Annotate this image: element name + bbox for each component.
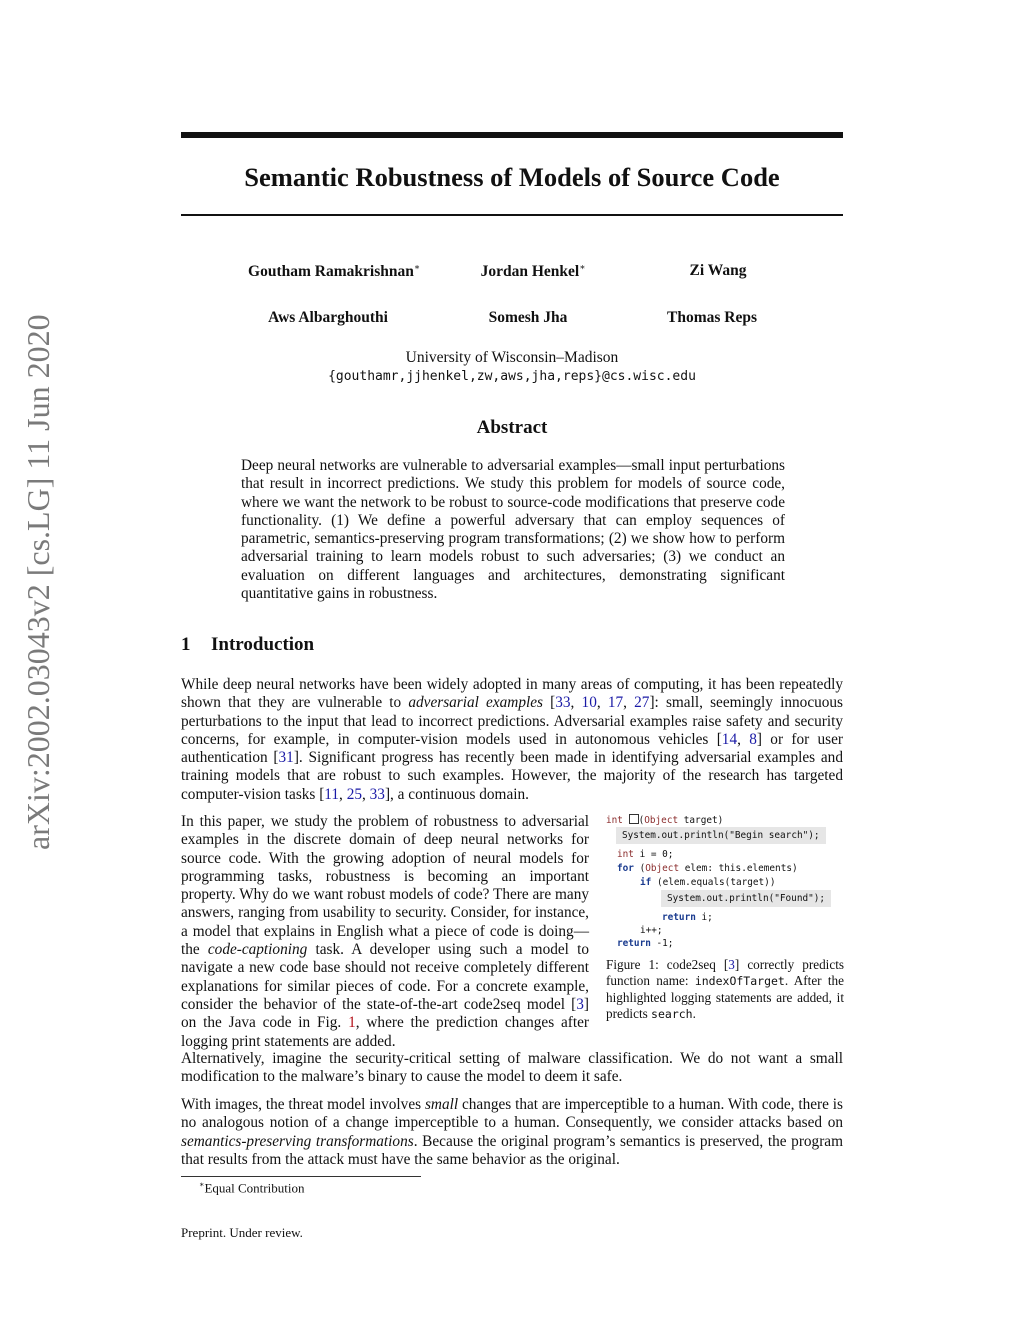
author-emails: {gouthamr,jjhenkel,zw,aws,jha,reps}@cs.wisc.edu: [328, 369, 696, 384]
figure-caption: Figure 1: code2seq [3] correctly predicts function name: indexOfTarget. After the highlighted logging statements are added, it predicts search.: [606, 957, 844, 1022]
citation-link[interactable]: 14: [721, 730, 738, 748]
code-line: if (elem.equals(target)): [640, 877, 776, 888]
citation-link[interactable]: 33: [555, 694, 571, 712]
code-line: int i = 0;: [617, 849, 674, 860]
citation-link[interactable]: 25: [346, 785, 362, 803]
author: Somesh Jha: [488, 309, 568, 326]
author: Zi Wang: [689, 262, 747, 279]
code-line: int (Object target): [606, 815, 724, 826]
section-title: Introduction: [211, 634, 315, 655]
citation-link[interactable]: 11: [324, 785, 340, 803]
code-line: i++;: [640, 925, 663, 936]
code-line: for (Object elem: this.elements): [617, 863, 798, 874]
author: Aws Albarghouthi: [268, 309, 388, 326]
title-rule-bottom: [181, 214, 843, 216]
citation-link[interactable]: 10: [581, 694, 597, 712]
intro-paragraph-2: In this paper, we study the problem of robustness to adversarial examples in the discrete domain of deep neural networks for source code. With the growing adoption of neural models for programming tasks, robustness is becoming an important property. Why do we want robust models of code? There are many answers, ranging from usability to security. Consider, for instance, a model that explains in English what a piece of code is doing—the code-captioning task. A developer using such a model to navigate a new code base should not receive completely different explanations for similar pieces of code. For a concrete example, consider the behavior of the state-of-the-art code2seq model [3] on the Java code in Fig. 1, where the prediction changes after logging print statements are added.: [181, 813, 589, 1050]
title-rule-top: [181, 132, 843, 138]
citation-link[interactable]: 3: [576, 995, 584, 1013]
section-number: 1: [181, 634, 191, 655]
code-line-highlighted: System.out.println("Begin search");: [616, 830, 826, 841]
code-line: return i;: [662, 912, 713, 923]
code-line: return -1;: [617, 938, 674, 949]
intro-paragraph-2-continued: Alternatively, imagine the security-critical setting of malware classification. We do not want a small modification to the malware’s binary to cause the model to deem it safe.: [181, 1050, 843, 1086]
affiliation: University of Wisconsin–Madison: [405, 349, 619, 366]
citation-link[interactable]: 27: [634, 694, 650, 712]
intro-paragraph-3: With images, the threat model involves small changes that are imperceptible to a human. With code, there is no analogous notion of a change imperceptible to a human. Consequently, we consider attacks based on semantics-preserving transformations. Because the original program’s semantics is preserved, the program that results from the attack must have the same behavior as the original.: [181, 1096, 844, 1168]
abstract-heading: Abstract: [476, 417, 548, 438]
section-heading: [181, 634, 314, 656]
footnote-rule: [181, 1176, 421, 1177]
citation-link[interactable]: 3: [728, 957, 735, 972]
placeholder-box-icon: [629, 814, 639, 824]
citation-link[interactable]: 17: [607, 694, 624, 712]
figure-link[interactable]: 1: [348, 1014, 356, 1032]
author: Jordan Henkel∗: [480, 262, 586, 281]
citation-link[interactable]: 31: [278, 749, 294, 767]
abstract-text: Deep neural networks are vulnerable to adversarial examples—small input perturbations that result in incorrect predictions. We study this problem for models of source code, where we want the network to be robust to source-code modifications that preserve code functionality. (1) We define a powerful adversary that can employ sequences of parametric, semantics-preserving program transformations; (2) we show how to perform adversarial training to learn models robust to such adversaries; (3) we conduct an evaluation on different languages and architectures, demonstrating significant quantitative gains in robustness.: [241, 457, 785, 603]
author: Thomas Reps: [666, 309, 757, 326]
code-line-highlighted: System.out.println("Found");: [661, 893, 831, 904]
intro-paragraph-1: While deep neural networks have been widely adopted in many areas of computing, it has been repeatedly shown that they are vulnerable to adversarial examples [33, 10, 17, 27]: small, seemingly innocuous perturbations to the input that lead to incorrect predictions. Adversarial examples raise safety and security concerns, for example, in computer-vision models used in autonomous vehicles [14, 8] or for user authentication [31]. Significant progress has recently been made in identifying adversarial examples and training models that are robust to such examples. However, the majority of the research has targeted computer-vision tasks [11, 25, 33], a continuous domain.: [181, 676, 844, 803]
author: Goutham Ramakrishnan∗: [248, 262, 420, 281]
footnote: ∗Equal Contribution: [199, 1180, 305, 1196]
preprint-notice: Preprint. Under review.: [181, 1225, 303, 1240]
paper-title: Semantic Robustness of Models of Source Code: [244, 162, 780, 192]
arxiv-identifier: arXiv:2002.03043v2 [cs.LG] 11 Jun 2020: [20, 314, 56, 850]
citation-link[interactable]: 8: [749, 730, 757, 748]
citation-link[interactable]: 33: [369, 785, 385, 803]
